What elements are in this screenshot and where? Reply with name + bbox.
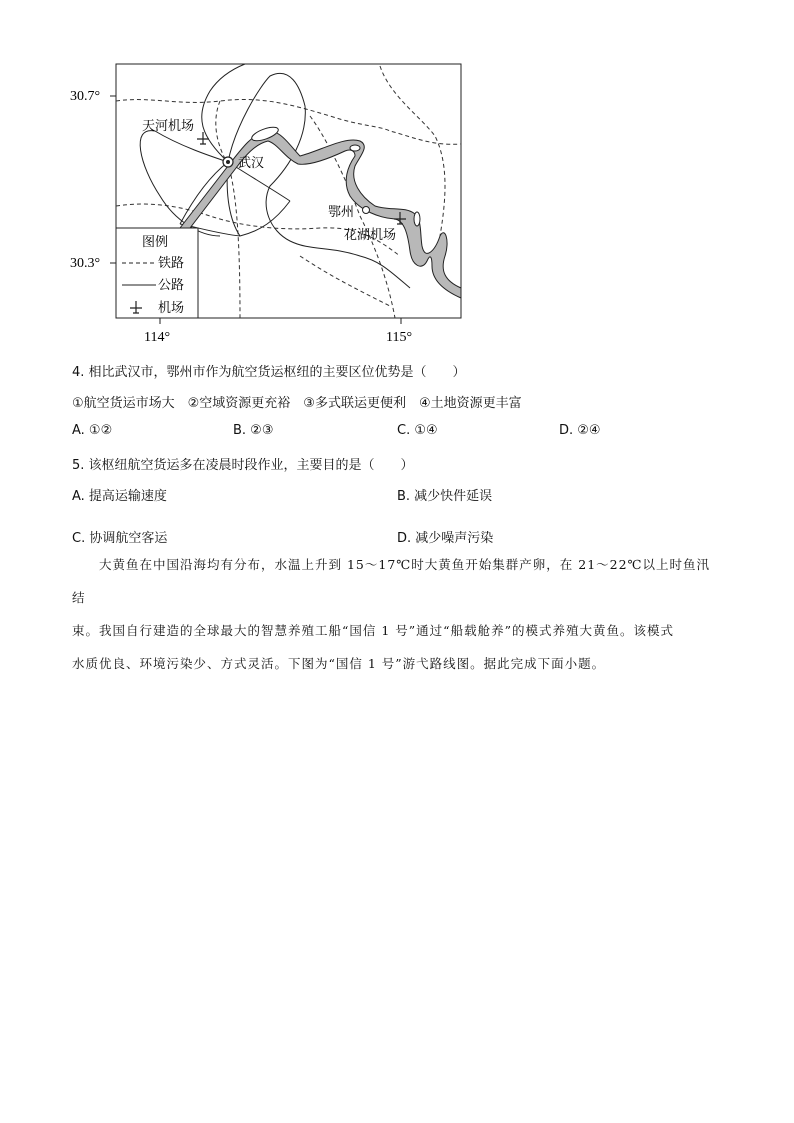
q4-option-d[interactable]: D. ②④ [559, 423, 601, 438]
q5-option-a[interactable]: A. 提高运输速度 [72, 489, 167, 504]
city-dot-icon [223, 157, 233, 167]
q4-option-a[interactable]: A. ①② [72, 423, 113, 438]
legend-railway-label: 铁路 [158, 256, 185, 271]
wuhan-label: 武汉 [238, 156, 265, 171]
q5-option-c[interactable]: C. 协调航空客运 [72, 531, 168, 546]
q4-option-c[interactable]: C. ①④ [397, 423, 438, 438]
legend-title: 图例 [142, 235, 169, 250]
map-figure [60, 56, 480, 346]
legend-highway-label: 公路 [158, 278, 185, 293]
q4-items: ①航空货运市场大 ②空域资源更充裕 ③多式联运更便利 ④土地资源更丰富 [72, 396, 522, 411]
lat-bottom-label: 30.3° [70, 256, 101, 271]
map-legend [116, 228, 198, 318]
lon-right-label: 115° [386, 330, 413, 345]
ezhou-city-icon [363, 207, 370, 214]
q5-option-d[interactable]: D. 减少噪声污染 [397, 531, 494, 546]
legend-airport-label: 机场 [158, 301, 185, 316]
q4-option-b[interactable]: B. ②③ [233, 423, 274, 438]
passage-line: 水质优良、环境污染少、方式灵活。下图为“国信 1 号”游弋路线图。据此完成下面小题。 [72, 656, 606, 671]
lat-top-label: 30.7° [70, 89, 101, 104]
river-island [350, 145, 360, 151]
passage-line: 束。我国自行建造的全球最大的智慧养殖工船“国信 1 号”通过“船载舱养”的模式养殖大黄鱼。该模式 [72, 623, 674, 638]
passage [72, 548, 722, 680]
passage-line: 大黄鱼在中国沿海均有分布，水温上升到 15～17℃时大黄鱼开始集群产卵，在 21～22℃以上时鱼汛结 [72, 557, 711, 605]
q5-stem: 5. 该枢纽航空货运多在凌晨时段作业，主要目的是（ ） [72, 458, 414, 473]
lon-left-label: 114° [144, 330, 171, 345]
tianhe-airport-label: 天河机场 [142, 119, 195, 134]
huahu-airport-label: 花湖机场 [344, 228, 397, 243]
river-island [414, 212, 420, 226]
q5-option-b[interactable]: B. 减少快件延误 [397, 489, 493, 504]
ezhou-label: 鄂州 [328, 205, 355, 220]
map-svg [60, 56, 480, 346]
q4-stem: 4. 相比武汉市，鄂州市作为航空货运枢纽的主要区位优势是（ ） [72, 365, 466, 380]
